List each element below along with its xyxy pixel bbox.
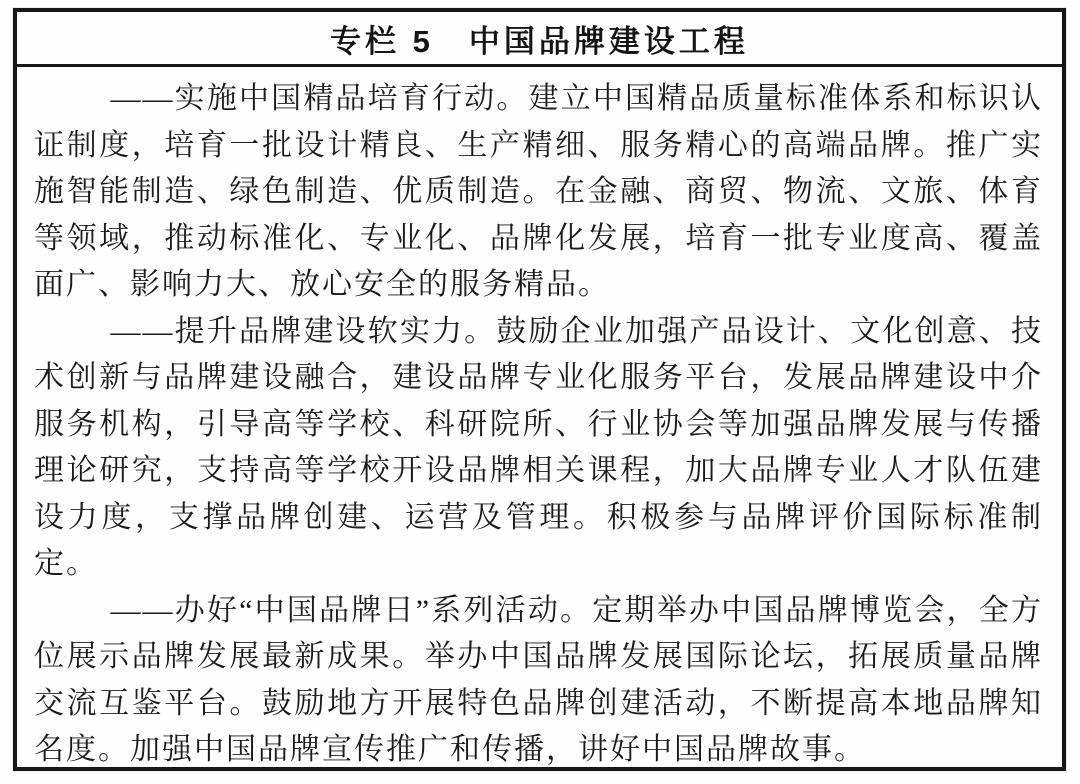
box-header	[17, 12, 1062, 67]
paragraph-brand-soft-power: ——提升品牌建设软实力。鼓励企业加强产品设计、文化创意、技术创新与品牌建设融合，建设品牌专业化服务平台，发展品牌建设中介服务机构，引导高等学校、科研院所、行业协会等加强品牌发展与传播理论研究，支持高等学校开设品牌相关课程，加大品牌专业人才队伍建设力度，支撑品牌创建、运营及管理。积极参与品牌评价国际标准制定。	[34, 314, 1043, 580]
box-title: 专栏 5 中国品牌建设工程	[330, 23, 749, 59]
box-body	[17, 67, 1062, 774]
column-box	[13, 8, 1066, 771]
paragraph-premium-cultivation: ——实施中国精品培育行动。建立中国精品质量标准体系和标识认证制度，培育一批设计精良、生产精细、服务精心的高端品牌。推广实施智能制造、绿色制造、优质制造。在金融、商贸、物流、文旅、体育等领域，推动标准化、专业化、品牌化发展，培育一批专业度高、覆盖面广、影响力大、放心安全的服务精品。	[34, 82, 1043, 301]
paragraph-china-brand-day: ——办好“中国品牌日”系列活动。定期举办中国品牌博览会，全方位展示品牌发展最新成果。举办中国品牌发展国际论坛，拓展质量品牌交流互鉴平台。鼓励地方开展特色品牌创建活动，不断提高本地品牌知名度。加强中国品牌宣传推广和传播，讲好中国品牌故事。	[34, 593, 1043, 766]
